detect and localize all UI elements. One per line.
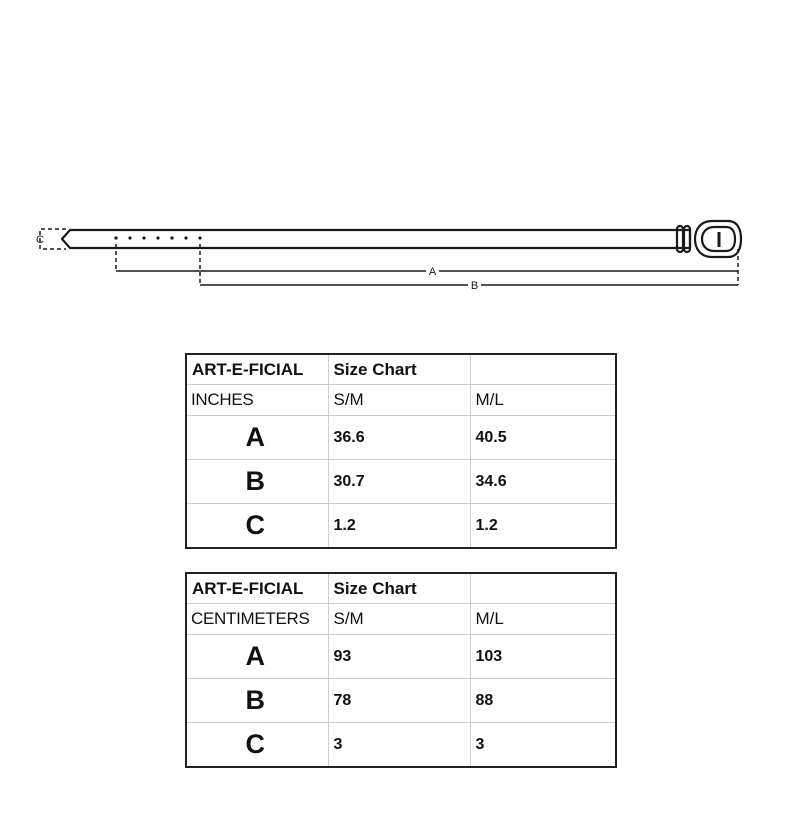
belt-hole	[198, 236, 201, 239]
title-cell: Size Chart	[328, 354, 470, 385]
size-label: S/M	[328, 604, 470, 635]
table-row	[186, 504, 616, 549]
size-label: M/L	[470, 385, 616, 416]
belt-hole	[114, 236, 117, 239]
size-label: S/M	[328, 385, 470, 416]
brand-cell: ART-E-FICIAL	[186, 354, 328, 385]
value-cell: 88	[470, 679, 616, 723]
dimension-letter: B	[186, 460, 328, 504]
table-row	[186, 460, 616, 504]
empty-cell	[470, 573, 616, 604]
dimension-letter: C	[186, 723, 328, 768]
belt-hole	[142, 236, 145, 239]
header-row	[186, 573, 616, 604]
value-cell: 103	[470, 635, 616, 679]
value-cell: 93	[328, 635, 470, 679]
value-cell: 36.6	[328, 416, 470, 460]
belt-hole	[184, 236, 187, 239]
dimension-letter: A	[186, 635, 328, 679]
table-row	[186, 723, 616, 768]
brand-cell: ART-E-FICIAL	[186, 573, 328, 604]
value-cell: 40.5	[470, 416, 616, 460]
size-chart-centimeters	[185, 572, 617, 768]
value-cell: 3	[328, 723, 470, 768]
belt-hole	[170, 236, 173, 239]
table-row	[186, 635, 616, 679]
belt-holes	[114, 236, 201, 239]
dimension-letter: B	[186, 679, 328, 723]
dimension-label-a: A	[428, 266, 437, 278]
empty-cell	[470, 354, 616, 385]
title-cell: Size Chart	[328, 573, 470, 604]
belt-hole	[156, 236, 159, 239]
value-cell: 78	[328, 679, 470, 723]
unit-row	[186, 385, 616, 416]
table-row	[186, 679, 616, 723]
dimension-letter: A	[186, 416, 328, 460]
dimension-label-c: C	[36, 234, 44, 246]
unit-row	[186, 604, 616, 635]
value-cell: 1.2	[470, 504, 616, 549]
belt-hole	[128, 236, 131, 239]
unit-label: INCHES	[186, 385, 328, 416]
dimension-label-b: B	[470, 280, 479, 292]
header-row	[186, 354, 616, 385]
value-cell: 3	[470, 723, 616, 768]
value-cell: 1.2	[328, 504, 470, 549]
dimension-letter: C	[186, 504, 328, 549]
belt-outline	[62, 221, 741, 257]
belt-diagram	[0, 0, 800, 320]
value-cell: 34.6	[470, 460, 616, 504]
value-cell: 30.7	[328, 460, 470, 504]
table-row	[186, 416, 616, 460]
unit-label: CENTIMETERS	[186, 604, 328, 635]
size-label: M/L	[470, 604, 616, 635]
size-chart-inches	[185, 353, 617, 549]
